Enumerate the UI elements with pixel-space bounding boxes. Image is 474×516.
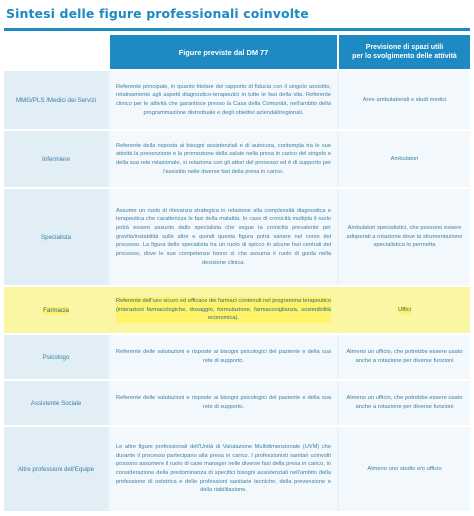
table-row-highlighted: [4, 287, 470, 333]
description-highlight: Referente dell'uso sicuro ed efficace dei farmaci contenuti nel programma terapeutico (interazioni farmacologiche, dosaggio, formulazione, farmacovigilanza, sostenibilità economica).: [116, 298, 332, 322]
header-dm77-figures: Figure previste dal DM 77: [110, 35, 337, 69]
spaces-cell: Ambulatori specialistici, che possono essere adoperati a rotazione dove la strumentazione specialistica lo permetta: [339, 189, 470, 285]
description-cell: Referente della risposta ai bisogni assistenziali e di autocura, contempla tra le sue attività la prevenzione e la promozione della salute nella presa in carico del singolo e della sua rete relazionale, si relaziona con gli attori del processo ed è di supporto per l'assistito nelle diverse fasi della presa in carico.: [110, 131, 337, 187]
header-spaces-line1: Previsione di spazi utili: [365, 43, 444, 51]
spaces-cell: Almeno un ufficio, che potrebbe essere usato anche a rotazione per diverse funzioni: [339, 335, 470, 379]
header-spaces: [339, 35, 470, 69]
spaces-cell: Aree ambulatoriali e studi medici: [339, 71, 470, 129]
spaces-cell: Ambulatori: [339, 131, 470, 187]
role-cell: MMG/PLS /Medici dei Servizi: [4, 71, 108, 129]
table-row: [4, 71, 470, 129]
role-highlight: Farmacia: [43, 306, 69, 314]
role-cell: Altre professioni dell'Equipe: [4, 427, 108, 511]
spaces-cell: Almeno uno studio e/o ufficio: [339, 427, 470, 511]
table-row: [4, 427, 470, 511]
spaces-cell: Almeno un ufficio, che potrebbe essere usato anche a rotazione per diverse funzioni: [339, 381, 470, 425]
table-header: [4, 35, 470, 69]
header-spaces-line2: per lo svolgimento delle attività: [352, 53, 457, 60]
description-cell: Assume un ruolo di rilevanza strategica in relazione alla complessità diagnostica e terapeutica che caratterizza le fasi della malattia. In caso di cronicità multipla il ruolo potrà essere assunto dallo specialista che segue la cronicità prevalente per gravità/instabilità sulle altre e quindi questa figura potrà variare nel corso del processo. La figura dello specialista ha un ruolo di spicco in alcune fasi centrali del processo, dove le sue competenze fanno sì che assuma il ruolo di guida nella decisione clinica.: [110, 189, 337, 285]
description-cell: Le altre figure professionali dell'Unità di Valutazione Multidimensionale (UVM) che durante il processo partecipano alla presa in carico. I professionisti sanitari coinvolti possono assumere il ruolo di case manager nelle diverse fasi della presa in carico, in considerazione della predominanza di specifici bisogni assistenziali nell'ambito della professione di ostetrica e delle professioni sanitarie tecniche, della prevenzione e della riabilitazione.: [110, 427, 337, 511]
role-cell: Specialista: [4, 189, 108, 285]
description-cell: Referente delle valutazioni e risposte ai bisogni psicologici del paziente e della sua rete di supporto.: [110, 381, 337, 425]
table-row: [4, 381, 470, 425]
description-cell: Referente principale, in quanto titolare del rapporto di fiducia con il singolo assistito, relativamente agli aspetti diagnostico-terapeutici in tutte le fasi della vita. Referente clinico per le attività che garantisce presso la Casa della Comunità, nell'ambito della programmazione distrettuale e degli obiettivi aziendali/regionali.: [110, 71, 337, 129]
table-row: [4, 189, 470, 285]
title-divider: [4, 28, 470, 31]
role-cell: Infermiere: [4, 131, 108, 187]
professional-figures-table: [4, 35, 470, 511]
spaces-cell: [339, 287, 470, 333]
role-cell: [4, 287, 108, 333]
header-empty-cell: [4, 35, 108, 69]
table-row: [4, 131, 470, 187]
page-title: Sintesi delle figure professionali coinvolte: [6, 6, 309, 21]
spaces-highlight: Uffici: [398, 306, 411, 313]
description-cell: [110, 287, 337, 333]
role-cell: Psicologo: [4, 335, 108, 379]
table-row: [4, 335, 470, 379]
description-cell: Referente delle valutazioni e risposte ai bisogni psicologici del paziente e della sua rete di supporto.: [110, 335, 337, 379]
role-cell: Assistente Sociale: [4, 381, 108, 425]
